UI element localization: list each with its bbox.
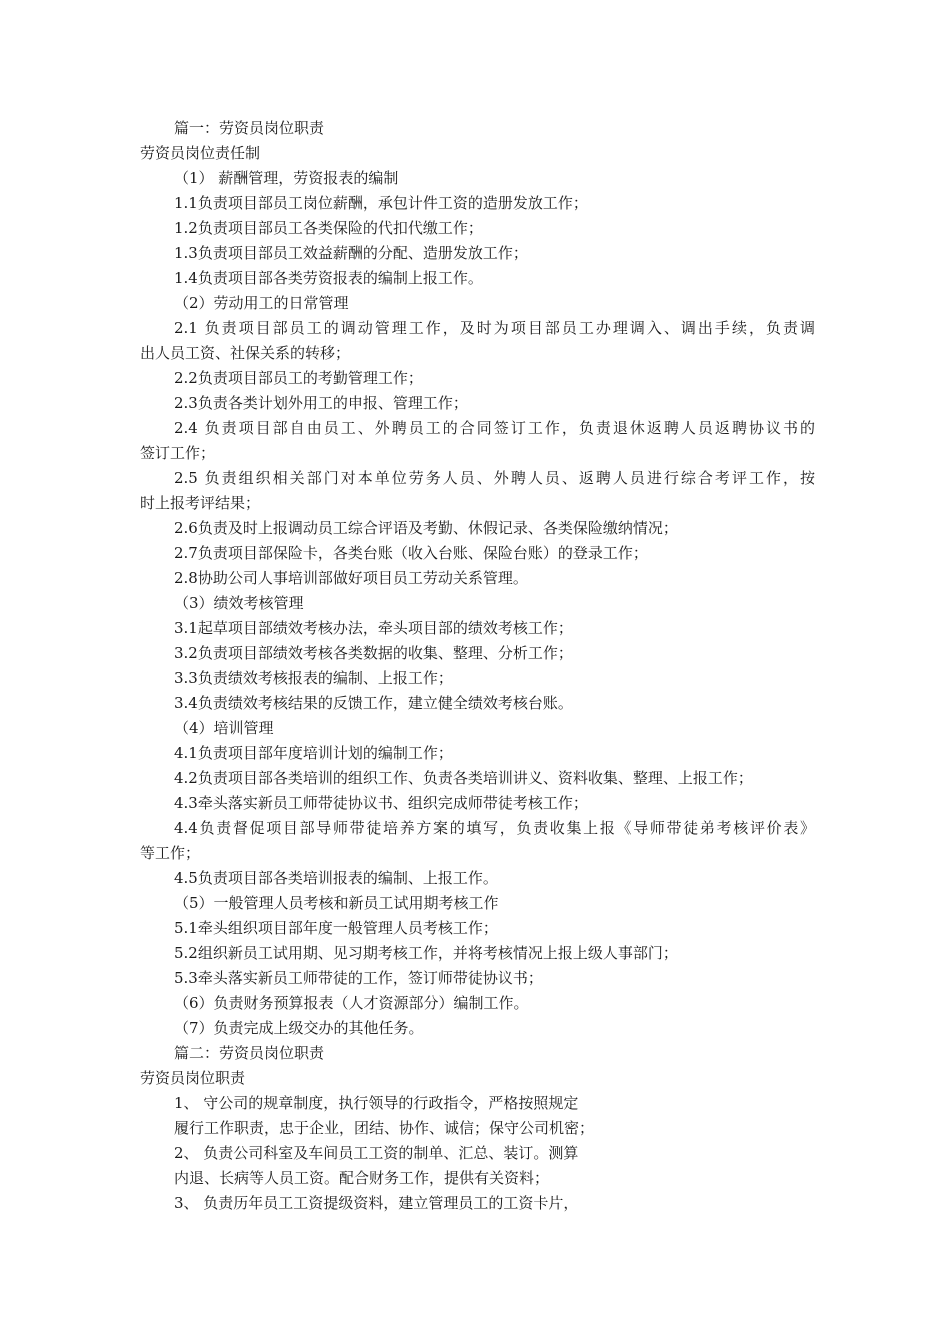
text-line: （2）劳动用工的日常管理 xyxy=(174,294,349,312)
text-line: 时上报考评结果； xyxy=(140,494,261,512)
text-line: 3.4负责绩效考核结果的反馈工作，建立健全绩效考核台账。 xyxy=(174,694,573,712)
text-line: 2、 负责公司科室及车间员工工资的制单、汇总、装订。测算 xyxy=(174,1144,579,1162)
text-line: 内退、长病等人员工资。配合财务工作，提供有关资料； xyxy=(174,1169,550,1187)
text-line: 1.4负责项目部各类劳资报表的编制上报工作。 xyxy=(174,269,483,287)
text-line: 出人员工资、社保关系的转移； xyxy=(140,344,351,362)
text-line: 5.3牵头落实新员工师带徒的工作，签订师带徒协议书； xyxy=(174,969,543,987)
text-line: 2.6负责及时上报调动员工综合评语及考勤、休假记录、各类保险缴纳情况； xyxy=(174,519,678,537)
document-body xyxy=(140,116,815,1216)
text-line: 2.7负责项目部保险卡，各类台账（收入台账、保险台账）的登录工作； xyxy=(174,544,648,562)
text-line: 3、 负责历年员工工资提级资料，建立管理员工的工资卡片， xyxy=(174,1194,579,1212)
text-line: 1.2负责项目部员工各类保险的代扣代缴工作； xyxy=(174,219,483,237)
text-line: 2.3负责各类计划外用工的申报、管理工作； xyxy=(174,394,468,412)
text-line: 2.2负责项目部员工的考勤管理工作； xyxy=(174,369,423,387)
text-line: 4.3牵头落实新员工师带徒协议书、组织完成师带徒考核工作； xyxy=(174,794,588,812)
text-line: （7）负责完成上级交办的其他任务。 xyxy=(174,1019,424,1037)
text-line: 履行工作职责，忠于企业，团结、协作、诚信；保守公司机密； xyxy=(174,1119,595,1137)
text-line: 1、 守公司的规章制度，执行领导的行政指令，严格按照规定 xyxy=(174,1094,579,1112)
text-line: 2.4 负责项目部自由员工、外聘员工的合同签订工作，负责退休返聘人员返聘协议书的 xyxy=(174,419,815,437)
text-line: 2.1 负责项目部员工的调动管理工作，及时为项目部员工办理调入、调出手续，负责调 xyxy=(174,319,815,337)
text-line: 劳资员岗位责任制 xyxy=(140,144,261,162)
text-line: 5.2组织新员工试用期、见习期考核工作，并将考核情况上报上级人事部门； xyxy=(174,944,678,962)
text-line: 4.4负责督促项目部导师带徒培养方案的填写，负责收集上报《导师带徒弟考核评价表》 xyxy=(174,819,815,837)
text-line: 篇一：劳资员岗位职责 xyxy=(174,119,325,137)
text-line: 签订工作； xyxy=(140,444,216,462)
text-line: 4.1负责项目部年度培训计划的编制工作； xyxy=(174,744,453,762)
text-line: （6）负责财务预算报表（人才资源部分）编制工作。 xyxy=(174,994,529,1012)
text-line: （5）一般管理人员考核和新员工试用期考核工作 xyxy=(174,894,499,912)
text-line: 5.1牵头组织项目部年度一般管理人员考核工作； xyxy=(174,919,498,937)
text-line: 3.1起草项目部绩效考核办法，牵头项目部的绩效考核工作； xyxy=(174,619,573,637)
text-line: 4.5负责项目部各类培训报表的编制、上报工作。 xyxy=(174,869,498,887)
text-line: 2.8协助公司人事培训部做好项目员工劳动关系管理。 xyxy=(174,569,528,587)
text-line: 3.2负责项目部绩效考核各类数据的收集、整理、分析工作； xyxy=(174,644,573,662)
text-line: 篇二：劳资员岗位职责 xyxy=(174,1044,325,1062)
text-line: 3.3负责绩效考核报表的编制、上报工作； xyxy=(174,669,453,687)
text-line: 1.1负责项目部员工岗位薪酬，承包计件工资的造册发放工作； xyxy=(174,194,588,212)
text-line: 等工作； xyxy=(140,844,201,862)
text-line: 劳资员岗位职责 xyxy=(140,1069,246,1087)
text-line: 1.3负责项目部员工效益薪酬的分配、造册发放工作； xyxy=(174,244,528,262)
text-line: 2.5 负责组织相关部门对本单位劳务人员、外聘人员、返聘人员进行综合考评工作，按 xyxy=(174,469,815,487)
text-line: （4）培训管理 xyxy=(174,719,274,737)
text-line: （3）绩效考核管理 xyxy=(174,594,304,612)
text-line: 4.2负责项目部各类培训的组织工作、负责各类培训讲义、资料收集、整理、上报工作； xyxy=(174,769,753,787)
text-line: （1） 薪酬管理，劳资报表的编制 xyxy=(174,169,399,187)
